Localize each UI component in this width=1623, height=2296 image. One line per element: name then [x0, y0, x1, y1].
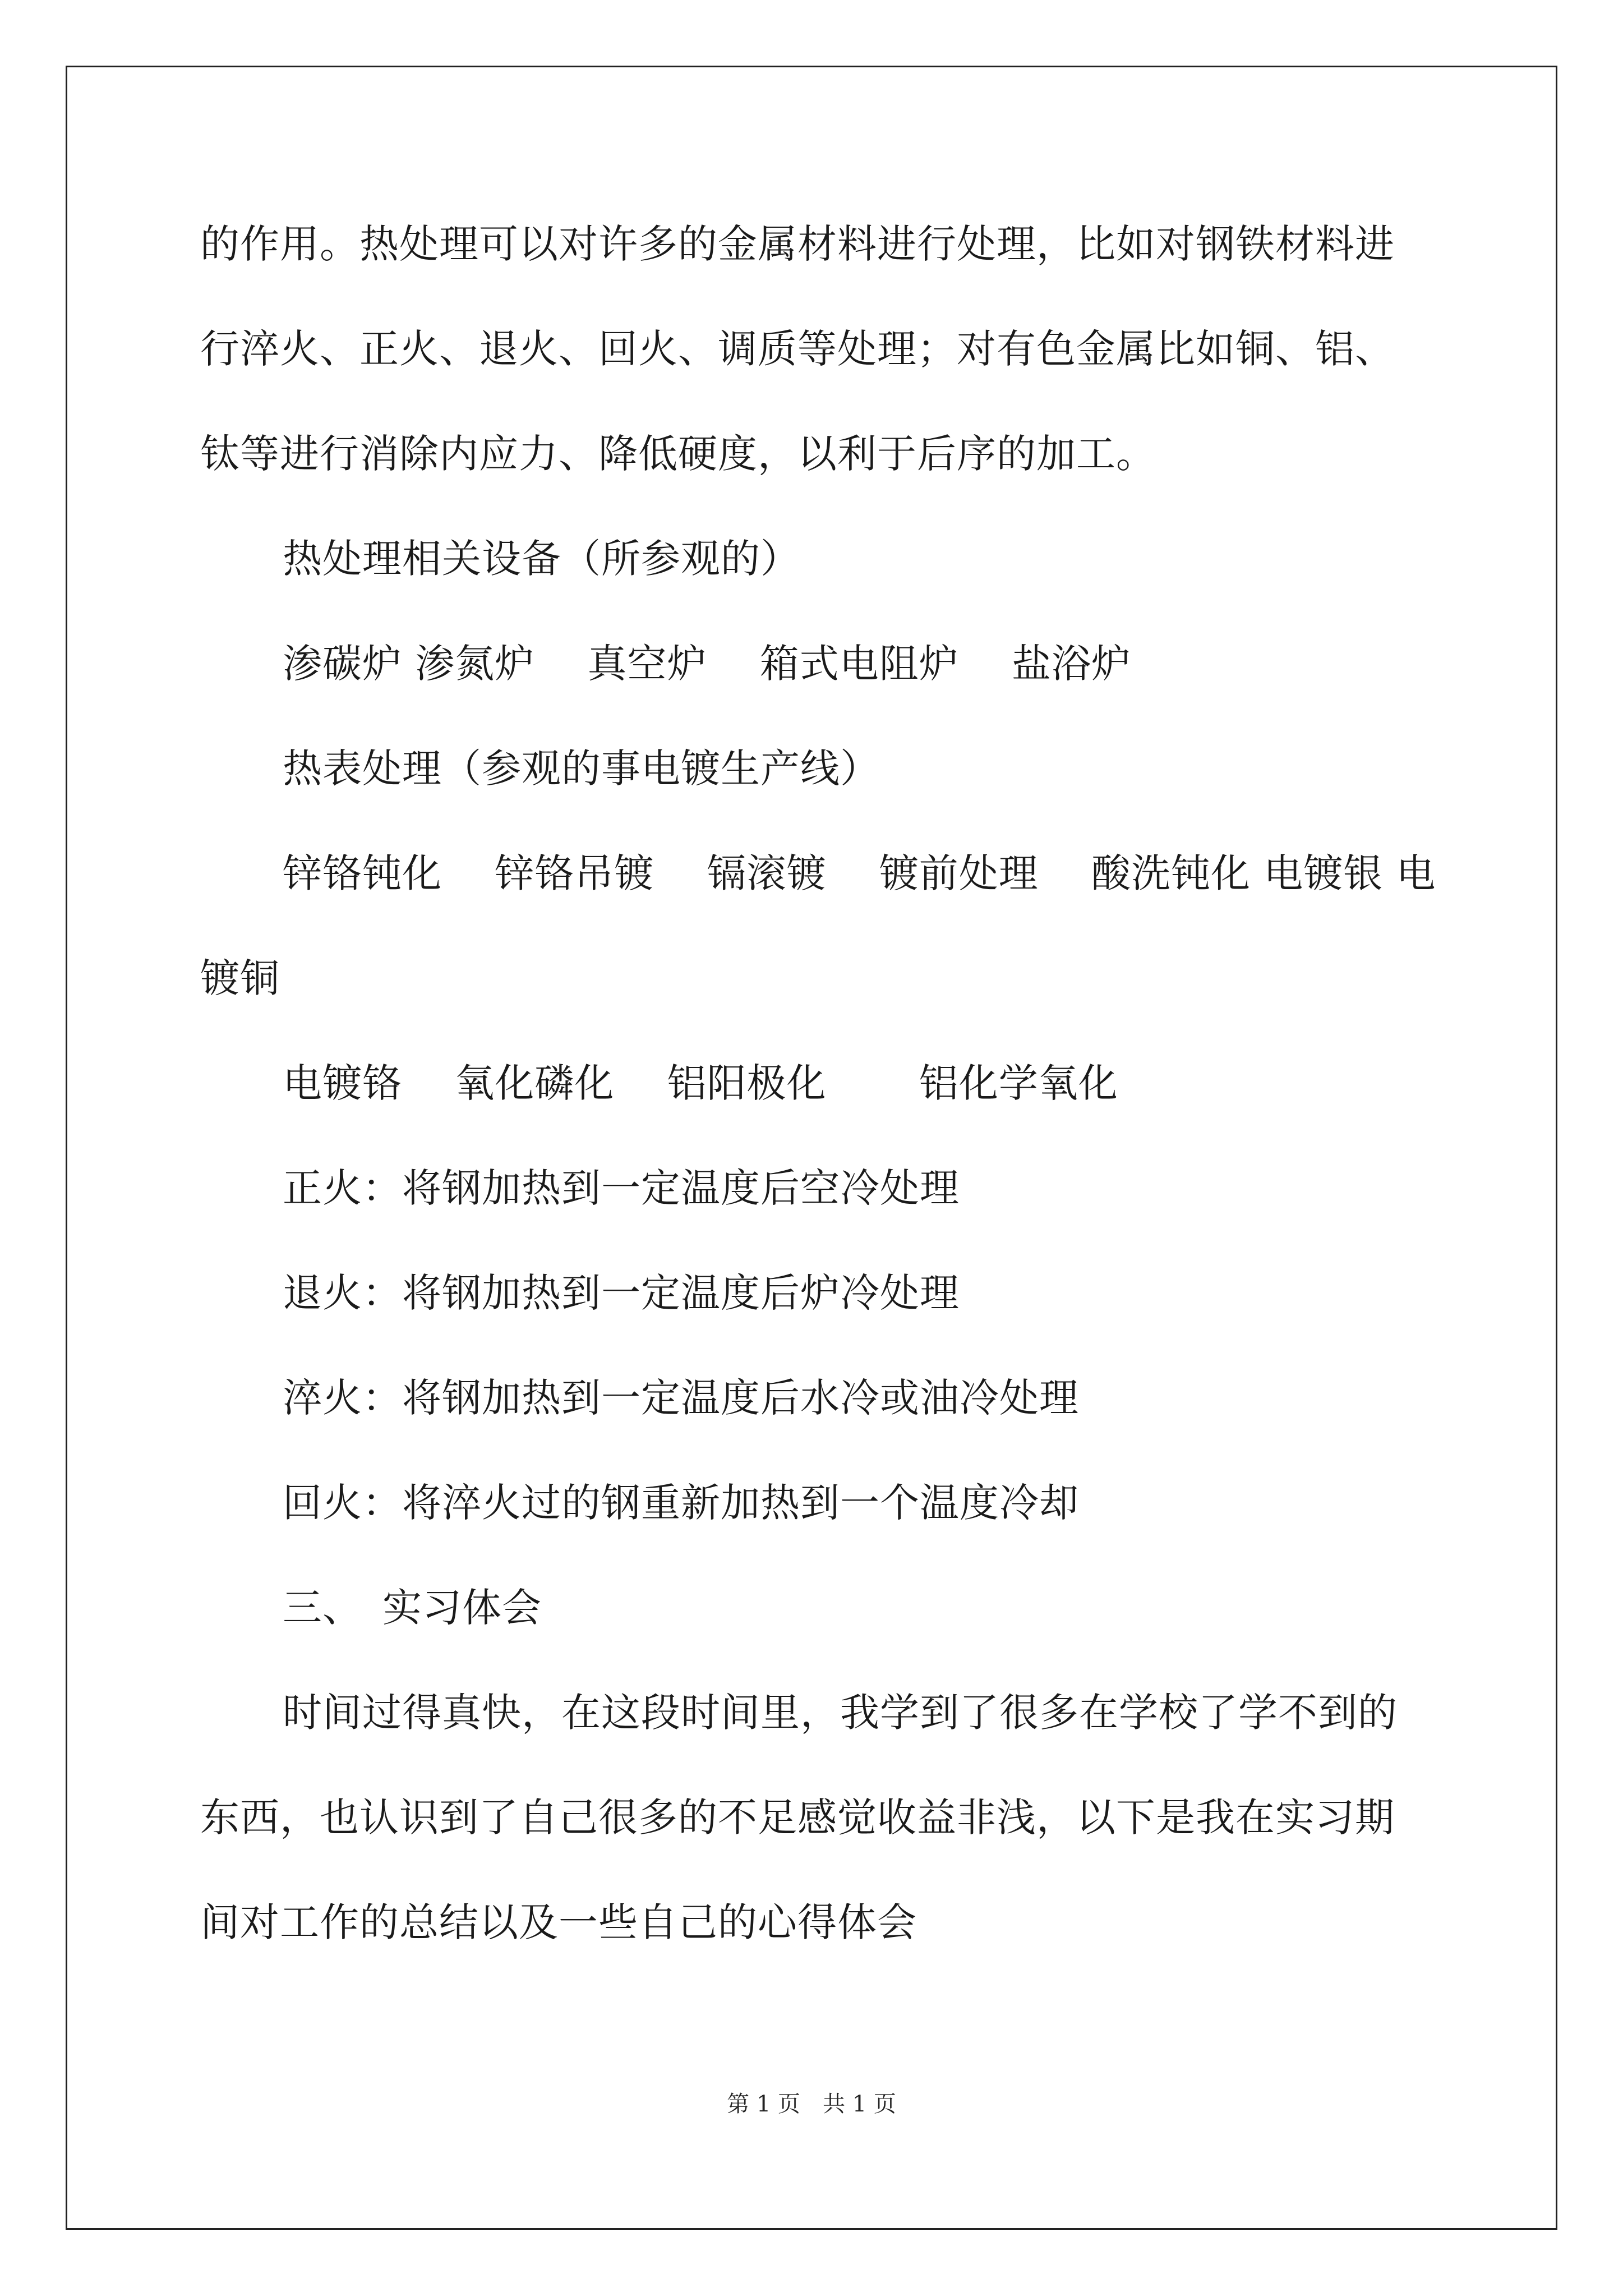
definition-line: 回火：将淬火过的钢重新加热到一个温度冷却 — [283, 1480, 1079, 1526]
paragraph-line: 东西，也认识到了自己很多的不足感觉收益非浅，以下是我在实习期 — [200, 1795, 1395, 1841]
paragraph-line: 的作用。热处理可以对许多的金属材料进行处理，比如对钢铁材料进 — [200, 221, 1395, 267]
section-heading: 热表处理（参观的事电镀生产线） — [283, 746, 880, 792]
definition-line: 退火：将钢加热到一定温度后炉冷处理 — [283, 1270, 960, 1316]
page-footer: 第 1 页 共 1 页 — [727, 2091, 896, 2117]
section-heading: 三、 实习体会 — [283, 1585, 542, 1631]
process-list: 镀铜 — [200, 955, 280, 1001]
process-list: 锌铬钝化 锌铬吊镀 镉滚镀 镀前处理 酸洗钝化 电镀银 电 — [283, 850, 1436, 896]
process-list: 电镀铬 氧化磷化 铝阳极化 铝化学氧化 — [283, 1060, 1118, 1106]
definition-line: 正火：将钢加热到一定温度后空冷处理 — [283, 1165, 960, 1211]
paragraph-line: 时间过得真快，在这段时间里，我学到了很多在学校了学不到的 — [283, 1690, 1398, 1736]
equipment-list: 渗碳炉 渗氮炉 真空炉 箱式电阻炉 盐浴炉 — [283, 641, 1132, 687]
paragraph-line: 钛等进行消除内应力、降低硬度，以利于后序的加工。 — [200, 431, 1156, 477]
definition-line: 淬火：将钢加热到一定温度后水冷或油冷处理 — [283, 1375, 1079, 1421]
paragraph-line: 行淬火、正火、退火、回火、调质等处理；对有色金属比如铜、铝、 — [200, 326, 1395, 372]
section-heading: 热处理相关设备（所参观的） — [283, 536, 800, 582]
paragraph-line: 间对工作的总结以及一些自己的心得体会 — [200, 1899, 917, 1945]
